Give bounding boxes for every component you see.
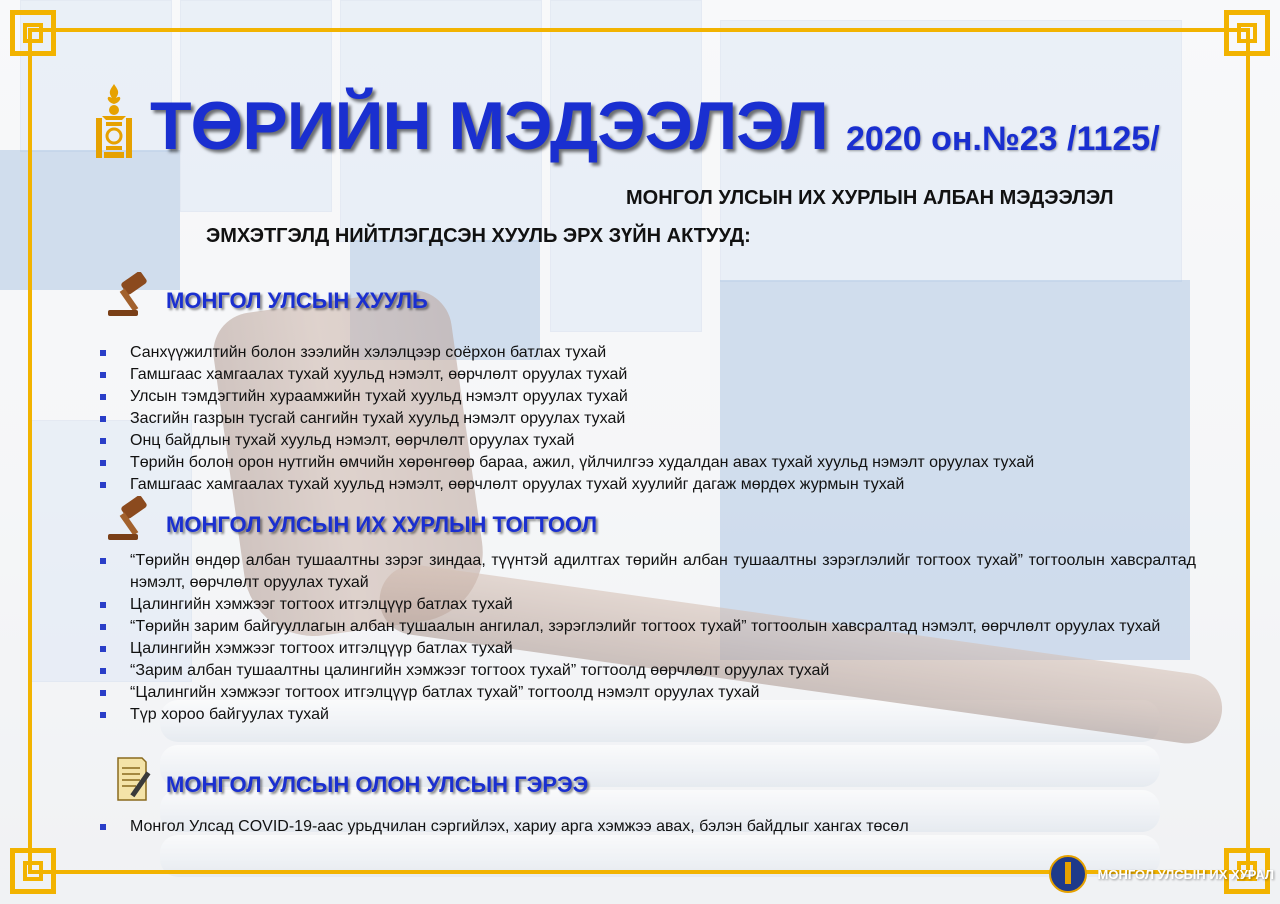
list-item: Гамшгаас хамгаалах тухай хуульд нэмэлт, өөрчлөлт оруулах тухай хуулийг дагаж мөрдөх журмын тухай	[104, 474, 1196, 496]
gavel-icon	[104, 496, 158, 544]
list-item: “Төрийн өндөр албан тушаалтны зэрэг зиндаа, түүнтэй адилтгах төрийн албан тушаалтны зэрэглэлийг тогтоох тухай” тогтоолын хавсралтад нэмэлт, өөрчлөлт оруулах тухай	[104, 550, 1196, 594]
list-item: Санхүүжилтийн болон зээлийн хэлэлцээр соёрхон батлах тухай	[104, 342, 1196, 364]
frame-corner-ornament	[10, 10, 56, 56]
section-title: МОНГОЛ УЛСЫН ОЛОН УЛСЫН ГЭРЭЭ	[166, 772, 589, 797]
list-item: Гамшгаас хамгаалах тухай хуульд нэмэлт, өөрчлөлт оруулах тухай	[104, 364, 1196, 386]
list-item: “Төрийн зарим байгууллагын албан тушаалын ангилал, зэрэглэлийг тогтоох тухай” тогтоолын хавсралтад нэмэлт, өөрчлөлт оруулах тухай	[104, 616, 1196, 638]
section-laws	[104, 272, 1196, 496]
frame-corner-ornament	[1224, 10, 1270, 56]
list-item: Төрийн болон орон нутгийн өмчийн хөрөнгөөр бараа, ажил, үйлчилгээ худалдан авах тухай хуульд нэмэлт оруулах тухай	[104, 452, 1196, 474]
list-item: Цалингийн хэмжээг тогтоох итгэлцүүр батлах тухай	[104, 638, 1196, 660]
list-item: “Цалингийн хэмжээг тогтоох итгэлцүүр батлах тухай” тогтоолд нэмэлт оруулах тухай	[104, 682, 1196, 704]
gavel-icon	[104, 272, 158, 320]
subtitle: МОНГОЛ УЛСЫН ИХ ХУРЛЫН АЛБАН МЭДЭЭЛЭЛ	[626, 187, 1114, 209]
footer-brand	[1048, 854, 1274, 894]
parliament-emblem-icon	[1048, 854, 1088, 894]
list-item: Цалингийн хэмжээг тогтоох итгэлцүүр батлах тухай	[104, 594, 1196, 616]
soyombo-emblem-icon	[92, 82, 136, 162]
list-item: Монгол Улсад COVID-19-аас урьдчилан сэргийлэх, хариу арга хэмжээ авах, бэлэн байдлыг хангах төсөл	[104, 816, 1196, 838]
list-item: Онц байдлын тухай хуульд нэмэлт, өөрчлөлт оруулах тухай	[104, 430, 1196, 452]
list-item: Засгийн газрын тусгай сангийн тухай хуульд нэмэлт оруулах тухай	[104, 408, 1196, 430]
brand-name: МОНГОЛ УЛСЫН ИХ ХУРАЛ	[1097, 866, 1274, 882]
issue-number: 2020 он.№23 /1125/	[846, 120, 1160, 158]
section-title: МОНГОЛ УЛСЫН ИХ ХУРЛЫН ТОГТООЛ	[166, 512, 598, 537]
list-item: Улсын тэмдэгтийн хураамжийн тухай хуульд нэмэлт оруулах тухай	[104, 386, 1196, 408]
list-item: Түр хороо байгуулах тухай	[104, 704, 1196, 726]
section-heading: ЭМХЭТГЭЛД НИЙТЛЭГДСЭН ХУУЛЬ ЭРХ ЗҮЙН АКТУУД:	[206, 225, 751, 247]
page-title: ТӨРИЙН МЭДЭЭЛЭЛ	[150, 88, 828, 164]
document-pen-icon	[104, 756, 158, 804]
list-item: “Зарим албан тушаалтны цалингийн хэмжээг тогтоох тухай” тогтоолд өөрчлөлт оруулах тухай	[104, 660, 1196, 682]
section-title: МОНГОЛ УЛСЫН ХУУЛЬ	[166, 288, 428, 313]
section-treaties	[104, 756, 1196, 838]
frame-corner-ornament	[10, 848, 56, 894]
section-resolutions	[104, 496, 1196, 726]
